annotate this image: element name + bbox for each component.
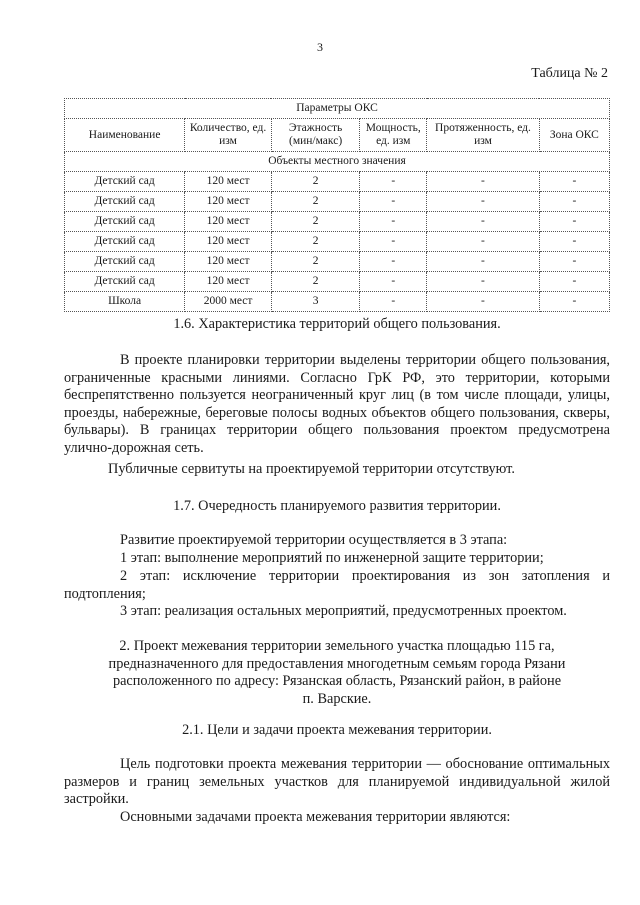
section-1-7-stage-1: 1 этап: выполнение мероприятий по инженерной защите территории; [120, 550, 544, 566]
oks-parameters-table [64, 98, 610, 312]
table-cell: Детский сад [65, 232, 185, 252]
table-cell: - [427, 292, 540, 312]
section-1-7-stage-3: 3 этап: реализация остальных мероприятий, предусмотренных проектом. [120, 603, 567, 619]
table-title-row [65, 99, 610, 119]
table-cell: - [539, 272, 609, 292]
table-row [65, 252, 610, 272]
table-title: Параметры ОКС [65, 99, 610, 119]
section-2-1-tasks-intro: Основными задачами проекта межевания территории являются: [120, 809, 511, 825]
section-2-heading-line: 2. Проект межевания территории земельного участка площадью 115 га, [119, 638, 555, 654]
table-cell: 3 [271, 292, 359, 312]
section-2-heading-line: расположенного по адресу: Рязанская область, Рязанский район, в районе [112, 673, 562, 689]
table-cell: 120 мест [185, 192, 272, 212]
section-2-heading-line: предназначенного для предоставления многодетным семьям города Рязани [108, 655, 566, 672]
section-2-heading [64, 638, 610, 708]
table-cell: 120 мест [185, 212, 272, 232]
table-cell: - [427, 252, 540, 272]
table-cell: Детский сад [65, 252, 185, 272]
table-label: Таблица № 2 [531, 66, 608, 81]
table-group-row [65, 152, 610, 172]
table-cell: - [539, 212, 609, 232]
column-header: Зона ОКС [539, 119, 609, 152]
table-cell: Детский сад [65, 172, 185, 192]
table-cell: - [539, 292, 609, 312]
table-cell: Детский сад [65, 272, 185, 292]
table-cell: - [427, 192, 540, 212]
table-cell: - [360, 292, 427, 312]
table-cell: - [360, 252, 427, 272]
table-cell: 120 мест [185, 252, 272, 272]
column-header: Этажность (мин/макс) [271, 119, 359, 152]
column-header: Наименование [65, 119, 185, 152]
table-cell: - [539, 192, 609, 212]
section-2-1-heading: 2.1. Цели и задачи проекта межевания территории. [182, 722, 492, 738]
table-cell: - [539, 232, 609, 252]
table-row [65, 272, 610, 292]
section-1-7-heading: 1.7. Очередность планируемого развития территории. [173, 498, 501, 514]
column-header: Количество, ед. изм [185, 119, 272, 152]
column-header: Мощность, ед. изм [360, 119, 427, 152]
table-cell: 2 [271, 192, 359, 212]
table-cell: Детский сад [65, 212, 185, 232]
table-cell: 2 [271, 252, 359, 272]
group-label: Объекты местного значения [65, 152, 610, 172]
column-header: Протяженность, ед. изм [427, 119, 540, 152]
section-1-7-stage-2: 2 этап: исключение территории проектирования из зон затопления и подтопления; [64, 568, 610, 602]
table-cell: Детский сад [65, 192, 185, 212]
section-1-6-heading: 1.6. Характеристика территорий общего пользования. [173, 316, 501, 332]
table-cell: 2 [271, 232, 359, 252]
table-cell: - [360, 232, 427, 252]
page-number: 3 [317, 40, 323, 54]
table-cell: - [427, 172, 540, 192]
table-cell: - [427, 212, 540, 232]
table-cell: 2 [271, 272, 359, 292]
table-row [65, 172, 610, 192]
table-cell: 2000 мест [185, 292, 272, 312]
section-1-6-paragraph: В проекте планировки территории выделены территории общего пользования, ограниченные красными линиями. Согласно ГрК РФ, это территории, которыми беспрепятственно пользуется неограниченный круг лиц (в том числе площади, улицы, проезды, набережные, береговые полосы водных объектов общего пользования, скверы, бульвары). В границах территории общего пользования проектом предусмотрена улично-дорожная сеть. [64, 352, 610, 456]
section-1-7-intro: Развитие проектируемой территории осуществляется в 3 этапа: [120, 532, 508, 548]
table-cell: - [360, 272, 427, 292]
table-cell: - [360, 192, 427, 212]
table-cell: - [360, 212, 427, 232]
table-cell: - [427, 232, 540, 252]
table-cell: - [360, 172, 427, 192]
table-cell: 2 [271, 212, 359, 232]
table-row [65, 292, 610, 312]
table-cell: - [539, 252, 609, 272]
table-cell: Школа [65, 292, 185, 312]
table-row [65, 232, 610, 252]
table-cell: - [539, 172, 609, 192]
table-row [65, 192, 610, 212]
section-2-heading-line: п. Варские. [302, 690, 372, 707]
section-2-1-goal-paragraph: Цель подготовки проекта межевания территории — обоснование оптимальных размеров и границ земельных участков для планируемой индивидуальной жилой застройки. [64, 756, 610, 807]
table-cell: 120 мест [185, 272, 272, 292]
table-header-row [65, 119, 610, 152]
table-row [65, 212, 610, 232]
table-cell: 120 мест [185, 232, 272, 252]
section-1-6-servitude-note: Публичные сервитуты на проектируемой территории отсутствуют. [108, 461, 515, 477]
table-cell: 120 мест [185, 172, 272, 192]
table-cell: - [427, 272, 540, 292]
table-cell: 2 [271, 172, 359, 192]
